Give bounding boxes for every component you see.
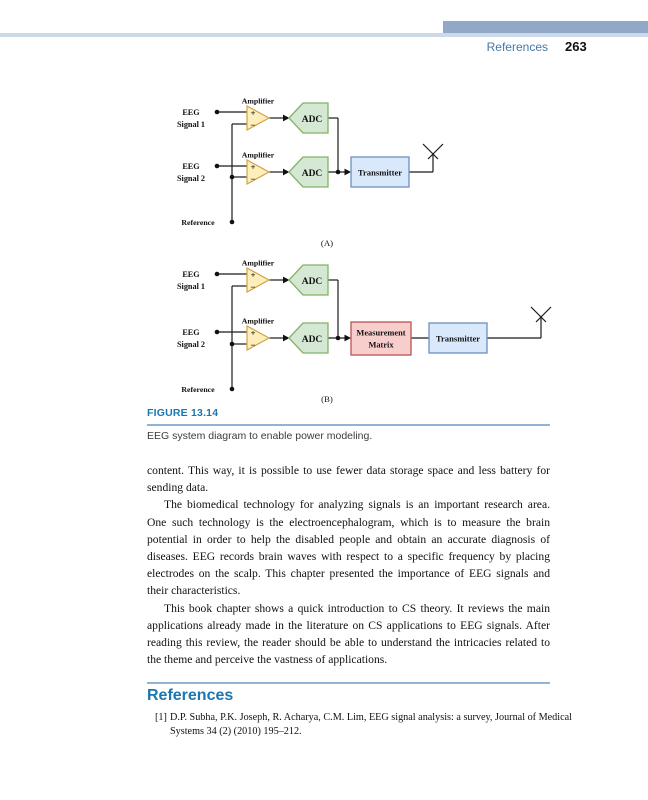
subfigure-b-label: (B) xyxy=(321,394,333,404)
eeg-signal-2-label-a: EEG xyxy=(182,162,200,171)
transmitter-label-a: Transmitter xyxy=(357,167,403,178)
reference-label-a: Reference xyxy=(181,218,215,227)
subfigure-a-label: (A) xyxy=(320,238,334,248)
adc-2-label-b: ADC xyxy=(301,335,323,345)
body-paragraph: This book chapter shows a quick introduction to CS theory. It reviews the main applications already made in the literature on CS applications to EEG signals. After reading this review, the reader should be able to understand the intricacies related to the theme and perceive the vastness of applications. xyxy=(147,601,550,667)
body-paragraph: content. This way, it is possible to use fewer data storage space and less battery for sending data. xyxy=(147,464,550,495)
svg-text:Signal 2: Signal 2 xyxy=(177,174,205,183)
running-head-section: References xyxy=(486,40,548,54)
minus-sign: − xyxy=(250,174,256,184)
diagram-a xyxy=(145,90,465,252)
reference-entry xyxy=(149,711,577,738)
minus-sign: − xyxy=(250,340,256,350)
adc-1-label-b: ADC xyxy=(301,277,323,287)
eeg-signal-1-label-a: EEG xyxy=(182,108,200,117)
reference-label-b: Reference xyxy=(181,385,215,394)
adc-2-label-a: ADC xyxy=(301,169,323,179)
diagram-b xyxy=(145,255,565,407)
transmitter-label-b: Transmitter xyxy=(435,333,481,344)
svg-text:Signal 1: Signal 1 xyxy=(177,120,205,129)
svg-text:Signal 1: Signal 1 xyxy=(177,282,205,291)
reference-marker: [1] xyxy=(155,712,167,723)
header-rule xyxy=(0,33,648,37)
svg-text:Matrix: Matrix xyxy=(368,340,394,350)
figure-caption: EEG system diagram to enable power modeling. xyxy=(147,430,373,442)
plus-sign: + xyxy=(250,162,256,172)
eeg-signal-1-label-b: EEG xyxy=(182,270,200,279)
reference-text-line: D.P. Subha, P.K. Joseph, R. Acharya, C.M. Lim, EEG signal analysis: a survey, Journal of Medical xyxy=(170,712,572,723)
arrowhead-matrix-b xyxy=(345,335,352,342)
adc-1-label-a: ADC xyxy=(301,115,323,125)
plus-sign: + xyxy=(250,328,256,338)
page-number: 263 xyxy=(565,39,587,54)
amplifier-1-label-a: Amplifier xyxy=(241,96,275,106)
svg-text:Signal 2: Signal 2 xyxy=(177,340,205,349)
measurement-matrix-label-b: Measurement xyxy=(356,328,406,338)
reference-text-line: Systems 34 (2) (2010) 195–212. xyxy=(170,725,302,737)
header-accent-bar xyxy=(443,21,648,33)
eeg-signal-2-label-b: EEG xyxy=(182,328,200,337)
references-rule xyxy=(147,682,550,684)
amplifier-2-label-a: Amplifier xyxy=(241,150,275,160)
amplifier-1-label-b: Amplifier xyxy=(241,258,275,268)
references-heading: References xyxy=(147,687,234,704)
minus-sign: − xyxy=(250,120,256,130)
plus-sign: + xyxy=(250,270,256,280)
arrowhead-transmitter-a xyxy=(345,169,352,176)
figure-caption-rule xyxy=(147,424,550,426)
body-paragraph: The biomedical technology for analyzing signals is an important research area. One such technology is the electroencephalogram, which is to measure the brain potential in order to help the disabled people and obtain an accurate diagnosis of diseases. EEG records brain waves with respect to a specific frequency by placing electrodes on the scalp. This chapter presented the importance of EEG signals and their characteristics. xyxy=(147,498,550,598)
figure-label: FIGURE 13.14 xyxy=(147,407,219,419)
minus-sign: − xyxy=(250,282,256,292)
amplifier-2-label-b: Amplifier xyxy=(241,316,275,326)
plus-sign: + xyxy=(250,108,256,118)
body-text-block xyxy=(147,462,550,668)
measurement-matrix-box-b xyxy=(351,322,411,355)
